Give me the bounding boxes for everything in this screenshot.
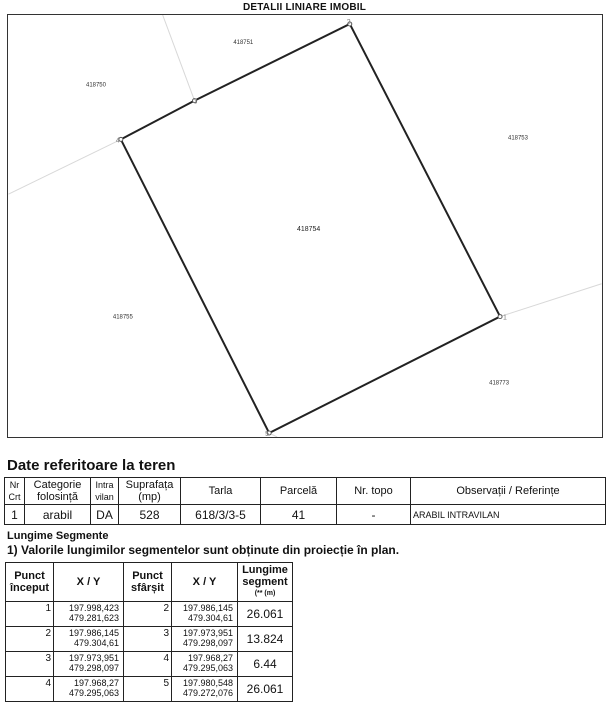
header-parcela: Parcelă [261,478,337,505]
header-nr-crt: Nr Crt [5,478,25,505]
teren-section-title: Date referitoare la teren [7,457,176,474]
cell-y1: 479.298,097 [68,663,119,673]
parcel-label-418751: 418751 [233,39,254,46]
header-punct-inceput: Punct început [6,563,54,602]
cell-y2: 479.272,076 [182,688,233,698]
cell-suprafata: 528 [119,505,181,525]
vertex-label-1: 1 [503,314,507,322]
cell-xy1 [54,677,124,702]
header-lungime [238,563,293,602]
plan-title: DETALII LINIARE IMOBIL [242,2,367,13]
parcel-label-418753: 418753 [508,135,528,142]
table-row [6,602,293,627]
table-row [6,677,293,702]
cell-y2: 479.298,097 [182,638,233,648]
cell-observatii: ARABIL INTRAVILAN [411,505,606,525]
table-row [6,627,293,652]
cell-length: 6.44 [238,652,293,677]
parcel-label-418750: 418750 [86,82,106,89]
cell-p1: 1 [6,602,54,627]
cell-y2: 479.304,61 [187,613,233,623]
header-intravilan: Intra vilan [91,478,119,505]
cell-p1: 3 [6,652,54,677]
boundary-line [163,15,195,101]
header-categorie: Categorie folosință [25,478,91,505]
segments-title: Lungime Segmente [7,530,109,542]
vertex-label-4: 4 [115,137,120,145]
cell-x1: 197.968,27 [73,678,119,688]
cell-x1: 197.998,423 [68,603,119,613]
segments-header-row [6,563,293,602]
boundary-line [8,139,120,194]
cell-p2: 2 [124,602,172,627]
plan-drawing [8,15,602,437]
header-xy-end: X / Y [172,563,238,602]
cell-nr-crt: 1 [5,505,25,525]
segments-note: 1) Valorile lungimilor segmentelor sunt obținute din proiecție în plan. [7,543,400,557]
parcel-label-418754: 418754 [297,225,321,233]
header-punct-sfarsit: Punct sfârșit [124,563,172,602]
cell-x2: 197.968,27 [187,653,233,663]
cell-y1: 479.295,063 [68,688,119,698]
vertex-marker [498,315,502,319]
cell-y2: 479.295,063 [182,663,233,673]
cell-length: 26.061 [238,602,293,627]
cell-p1: 4 [6,677,54,702]
cell-nr-topo: - [337,505,411,525]
vertex-label-5: 5 [265,431,270,437]
header-tarla: Tarla [181,478,261,505]
parcel-label-418773: 418773 [489,380,510,387]
cell-x2: 197.986,145 [182,603,233,613]
cell-xy2 [172,677,238,702]
cell-xy2 [172,627,238,652]
header-xy-start: X / Y [54,563,124,602]
cell-intravilan: DA [91,505,119,525]
header-nr-topo: Nr. topo [337,478,411,505]
cell-x2: 197.980,548 [182,678,233,688]
teren-table [4,477,606,525]
cell-p2: 5 [124,677,172,702]
cell-xy2 [172,652,238,677]
cell-categorie: arabil [25,505,91,525]
vertex-label-3: 3 [193,98,198,106]
boundary-line [500,284,602,317]
cell-x1: 197.986,145 [68,628,119,638]
cell-p2: 4 [124,652,172,677]
cadastral-plan [7,14,603,438]
cell-y1: 479.304,61 [73,638,119,648]
cell-length: 26.061 [238,677,293,702]
cell-xy2 [172,602,238,627]
teren-header-row [5,478,606,505]
cell-y1: 479.281,623 [68,613,119,623]
vertex-label-2: 2 [346,18,351,26]
header-suprafata: Suprafața (mp) [119,478,181,505]
cell-xy1 [54,627,124,652]
cell-x2: 197.973,951 [182,628,233,638]
segments-table [5,562,293,702]
cell-tarla: 618/3/3-5 [181,505,261,525]
table-row [5,505,606,525]
table-row [6,652,293,677]
cell-p1: 2 [6,627,54,652]
cell-p2: 3 [124,627,172,652]
cell-length: 13.824 [238,627,293,652]
header-lungime-label: Lungime segment [242,564,288,588]
cell-xy1 [54,652,124,677]
header-lungime-unit: (** (m) [254,590,276,597]
parcel-label-418755: 418755 [112,314,133,321]
header-observatii: Observații / Referințe [411,478,606,505]
cell-x1: 197.973,951 [68,653,119,663]
cell-xy1 [54,602,124,627]
cell-parcela: 41 [261,505,337,525]
